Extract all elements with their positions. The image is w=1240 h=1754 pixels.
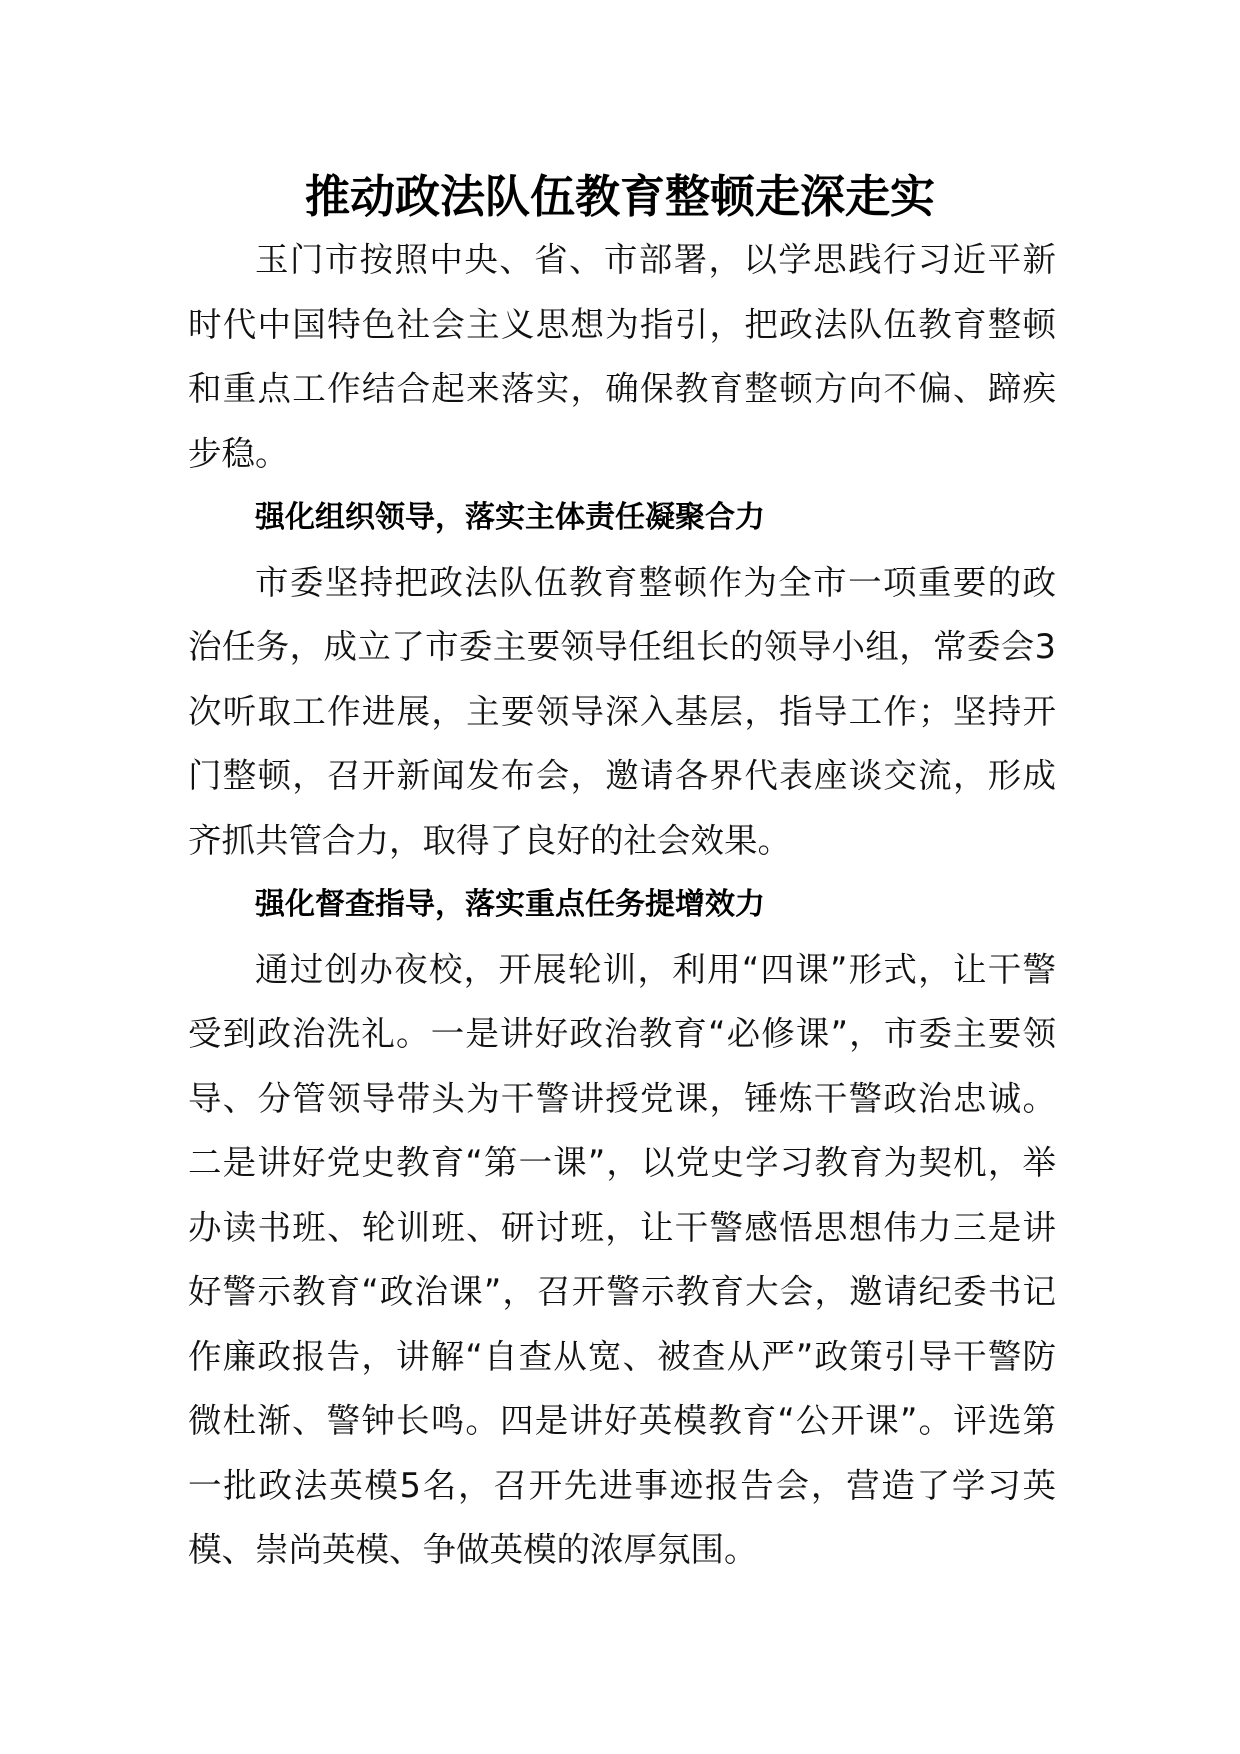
section-heading-1: 强化组织领导，落实主体责任凝聚合力 — [255, 500, 765, 535]
document-body — [188, 228, 1056, 1583]
section-body-1: 市委坚持把政法队伍教育整顿作为全市一项重要的政治任务，成立了市委主要领导任组长的领导小组，常委会3次听取工作进展，主要领导深入基层，指导工作；坚持开门整顿，召开新闻发布会，邀请各界代表座谈交流，形成齐抓共管合力，取得了良好的社会效果。 — [188, 562, 1056, 860]
section-body-2: 通过创办夜校，开展轮训，利用“四课”形式，让干警受到政治洗礼。一是讲好政治教育“必修课”，市委主要领导、分管领导带头为干警讲授党课，锤炼干警政治忠诚。二是讲好党史教育“第一课”，以党史学习教育为契机，举办读书班、轮训班、研讨班，让干警感悟思想伟力三是讲好警示教育“政治课”，召开警示教育大会，邀请纪委书记作廉政报告，讲解“自查从宽、被查从严”政策引导干警防微杜渐、警钟长鸣。四是讲好英模教育“公开课”。评选第一批政法英模5名，召开先进事迹报告会，营造了学习英模、崇尚英模、争做英模的浓厚氛围。 — [188, 949, 1056, 1569]
intro-paragraph: 玉门市按照中央、省、市部署，以学思践行习近平新时代中国特色社会主义思想为指引，把政法队伍教育整顿和重点工作结合起来落实，确保教育整顿方向不偏、蹄疾步稳。 — [188, 240, 1056, 473]
document-title: 推动政法队伍教育整顿走深走实 — [304, 170, 935, 223]
section-heading-2: 强化督查指导，落实重点任务提增效力 — [255, 887, 765, 922]
